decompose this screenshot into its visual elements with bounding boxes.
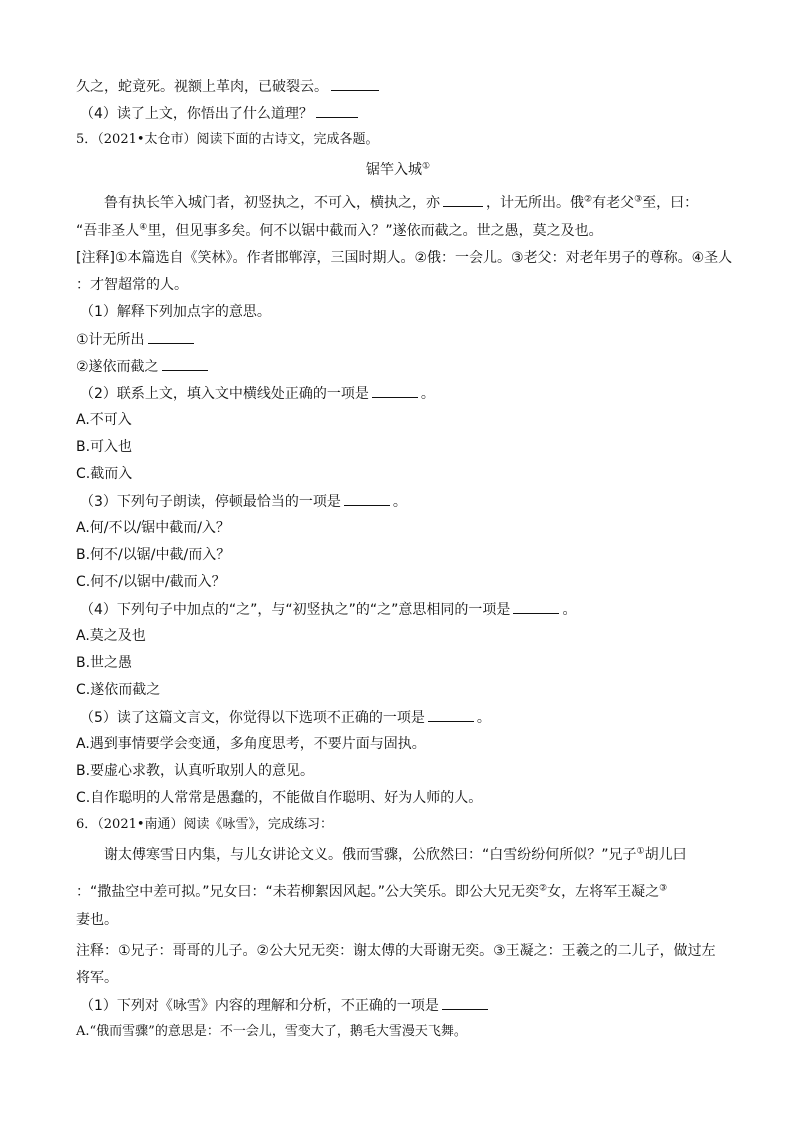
answer-blank[interactable] (513, 599, 559, 614)
question-5-1-item-2 (76, 356, 211, 377)
text-span: 。 (392, 494, 407, 510)
text-span: A.“俄而雪骤”的意思是：不一会儿，雪变大了，鹅毛大雪漫天飞舞。 (76, 1024, 467, 1039)
option-b (76, 545, 230, 565)
question-5-4 (80, 599, 576, 620)
passage-2-line-1 (104, 845, 687, 865)
answer-blank[interactable] (443, 192, 483, 207)
question-4-prompt (80, 103, 361, 124)
passage-2-line-3 (76, 910, 118, 930)
option-a (76, 518, 230, 538)
text-span: 。 (562, 602, 577, 618)
annotation-line-1 (76, 248, 732, 268)
answer-blank[interactable] (162, 356, 208, 371)
option-b (76, 653, 132, 673)
text-span: A.不可入 (76, 412, 132, 428)
text-span: 久之，蛇竟死。视额上革肉，已破裂云。 (76, 79, 328, 95)
option-c (76, 464, 132, 484)
question-5-1 (80, 302, 271, 322)
text-span: 里，但见事多矣。何不以锯中截而入？”遂依而截之。世之愚，莫之及也。 (147, 223, 603, 239)
text-span: 妻也。 (76, 912, 118, 928)
answer-blank[interactable] (372, 383, 418, 398)
text-span: 谢太傅寒雪日内集，与儿女讲论文义。俄而雪骤，公欣然曰：“白雪纷纷何所似？”兄子 (104, 847, 637, 863)
text-span: A.莫之及也 (76, 628, 146, 644)
option-b (76, 761, 314, 781)
passage-line-2 (76, 221, 603, 241)
text-span: 至，曰： (642, 195, 699, 211)
footnote-marker: ② (584, 194, 593, 205)
text-span: ：“撒盐空中差可拟。”兄女曰：“未若柳絮因风起。”公大笑乐。即公大兄无奕 (76, 884, 540, 900)
text-span: ，计无所出。俄 (486, 195, 584, 211)
annotation-line-2 (76, 275, 188, 295)
question-5-2 (80, 383, 435, 404)
text-span: 5．（2021•太仓市）阅读下面的古诗文，完成各题。 (76, 132, 379, 147)
text-span: “吾非圣人 (76, 223, 140, 239)
text-span: 。 (420, 386, 435, 402)
footnote-marker: ④ (139, 222, 148, 233)
answer-blank[interactable] (442, 995, 488, 1010)
text-span: 有老父 (592, 195, 635, 211)
option-c (76, 680, 160, 700)
passage-2-line-2 (76, 882, 667, 902)
footnote-marker: ② (539, 883, 548, 894)
option-b (76, 437, 132, 457)
annotation-2-line-1 (76, 941, 716, 961)
text-span: （4）读了上文，你悟出了什么道理？ (80, 106, 313, 122)
text-span: 将军。 (76, 970, 118, 986)
question-5-5 (80, 707, 491, 728)
passage-title (366, 160, 430, 180)
option-c (76, 788, 482, 808)
question-5-3 (80, 491, 407, 512)
option-c (76, 572, 226, 592)
footnote-marker: ③ (659, 883, 668, 894)
answer-blank[interactable] (148, 329, 194, 344)
question-5-1-item-1 (76, 329, 197, 350)
text-span: 鲁有执长竿入城门者，初竖执之，不可入，横执之，亦 (104, 195, 440, 211)
answer-blank[interactable] (316, 103, 358, 118)
annotation-2-line-2 (76, 968, 118, 988)
option-a (76, 626, 146, 646)
text-span: （1）解释下列加点字的意思。 (80, 304, 271, 320)
text-span: （1）下列对《咏雪》内容的理解和分析，不正确的一项是 (80, 998, 439, 1014)
text-span: B.可入也 (76, 439, 133, 455)
text-span: A.何/不以/锯中截而/入？ (76, 520, 230, 536)
text-span: A.遇到事情要学会变通，多角度思考，不要片面与固执。 (76, 736, 426, 752)
text-span: 胡儿曰 (644, 847, 687, 863)
option-a (76, 410, 132, 430)
text-span: [注释]①本篇选自《笑林》。作者邯郸淳，三国时期人。②俄：一会儿。③老父：对老年男子的尊称。④圣人 (76, 250, 733, 266)
text-span: （5）读了这篇文言文，你觉得以下选项不正确的一项是 (80, 710, 425, 726)
text-span: （3）下列句子朗读，停顿最恰当的一项是 (80, 494, 341, 510)
text-span: 女，左将军王凝之 (547, 884, 660, 900)
text-span: B.何不/以锯/中截/而入？ (76, 547, 231, 563)
answer-blank[interactable] (344, 491, 390, 506)
text-span: 。 (476, 710, 491, 726)
text-span: 注释：①兄子：哥哥的儿子。②公大兄无奕：谢太傅的大哥谢无奕。③王凝之：王羲之的二儿子，做过左 (76, 943, 716, 959)
text-span: B.要虚心求教，认真听取别人的意见。 (76, 763, 315, 779)
footnote-marker: ① (636, 846, 645, 857)
text-span: 6．（2021•南通）阅读《咏雪》，完成练习： (76, 817, 334, 832)
text-span: B.世之愚 (76, 655, 133, 671)
footnote-marker: ③ (634, 194, 643, 205)
answer-blank[interactable] (331, 76, 379, 91)
footnote-marker: ① (422, 161, 431, 172)
option-a (76, 734, 426, 754)
text-span: （4）下列句子中加点的“之”，与“初竖执之”的“之”意思相同的一项是 (80, 602, 511, 618)
passage-line-1 (104, 192, 698, 213)
question-6-1 (80, 995, 491, 1016)
text-span: ②遂依而截之 (76, 359, 159, 375)
text-span: ：才智超常的人。 (76, 277, 188, 293)
title-text: 锯竿入城 (366, 162, 422, 178)
text-span: C.何不/以锯中/截而入？ (76, 574, 226, 590)
text-span: C.自作聪明的人常常是愚蠢的，不能做自作聪明、好为人师的人。 (76, 790, 483, 806)
question-5-header (76, 130, 379, 150)
text-span: （2）联系上文，填入文中横线处正确的一项是 (80, 386, 369, 402)
text-span: C.遂依而截之 (76, 682, 161, 698)
text-line-1 (76, 76, 382, 97)
text-span: ①计无所出 (76, 332, 145, 348)
text-span: C.截而入 (76, 466, 133, 482)
option-a (76, 1022, 467, 1042)
answer-blank[interactable] (428, 707, 474, 722)
question-6-header (76, 815, 333, 835)
